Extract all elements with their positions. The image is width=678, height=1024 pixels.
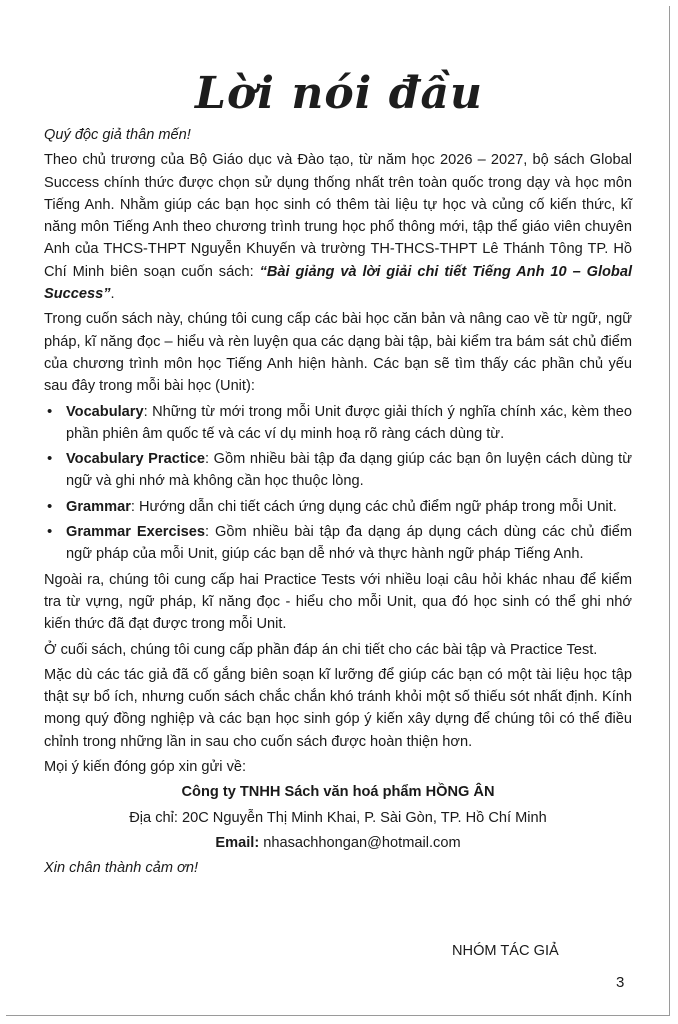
company-name: Công ty TNHH Sách văn hoá phẩm HỒNG ÂN	[181, 784, 495, 801]
signature: NHÓM TÁC GIẢ	[452, 943, 559, 959]
bullet-icon: •	[47, 523, 53, 541]
paragraph-intro-end: .	[110, 286, 115, 303]
list-item	[47, 401, 632, 446]
page-title: Lời nói đầu	[195, 68, 483, 119]
bullet-icon: •	[47, 450, 53, 468]
email-label: Email:	[215, 834, 260, 851]
bullet-icon: •	[47, 497, 53, 515]
unit-sections-list	[44, 401, 632, 566]
item-desc: : Những từ mới trong mỗi Unit được giải thích ý nghĩa chính xác, kèm theo phần phiên âm quốc tế và các ví dụ minh hoạ rõ ràng cách dùng từ.	[66, 403, 632, 442]
item-term: Vocabulary Practice	[66, 451, 205, 468]
paragraph-intro	[44, 149, 632, 305]
preface-body	[44, 124, 632, 883]
bullet-icon: •	[47, 402, 53, 420]
item-desc: : Gồm nhiều bài tập đa dạng giúp các bạn ôn luyện cách dùng từ ngữ và ghi nhớ mà không cần học thuộc lòng.	[66, 451, 632, 490]
book-title: “Bài giảng và lời giải chi tiết Tiếng Anh 10 – Global Success”	[44, 263, 633, 303]
company-email	[44, 832, 632, 854]
email-value: nhasachhongan@hotmail.com	[259, 834, 461, 851]
list-item	[47, 521, 632, 566]
item-term: Grammar	[66, 498, 131, 515]
item-term: Vocabulary	[66, 403, 144, 420]
company-address: Địa chỉ: 20C Nguyễn Thị Minh Khai, P. Sài Gòn, TP. Hồ Chí Minh	[129, 809, 547, 826]
thanks-line: Xin chân thành cảm ơn!	[44, 860, 199, 877]
list-item	[47, 496, 632, 518]
item-term: Grammar Exercises	[66, 524, 206, 541]
list-item	[47, 448, 632, 493]
paragraph-contents: Trong cuốn sách này, chúng tôi cung cấp các bài học căn bản và nâng cao về từ ngữ, ngữ pháp, kĩ năng đọc – hiểu và rèn luyện qua các dạng bài tập, bài kiểm tra bám sát chủ điểm của chương trình môn học Tiếng Anh hiện hành. Các bạn sẽ tìm thấy các phần chủ yếu sau đây trong mỗi bài học (Unit):	[44, 311, 632, 395]
paragraph-answers: Ở cuối sách, chúng tôi cung cấp phần đáp án chi tiết cho các bài tập và Practice Test.	[44, 641, 598, 658]
greeting: Quý độc giả thân mến!	[44, 127, 191, 143]
paragraph-feedback: Mặc dù các tác giả đã cố gắng biên soạn kĩ lưỡng để giúp các bạn có một tài liệu học tập thật sự bổ ích, nhưng cuốn sách chắc chắn khó tránh khỏi một số thiếu sót nhất định. Kính mong quý đồng nghiệp và các bạn học sinh góp ý kiến xây dựng để chúng tôi có thể điều chỉnh trong những lần in sau cho cuốn sách được hoàn thiện hơn.	[44, 666, 632, 750]
contact-intro: Mọi ý kiến đóng góp xin gửi về:	[44, 759, 247, 776]
paragraph-intro-text: Theo chủ trương của Bộ Giáo dục và Đào tạo, từ năm học 2026 – 2027, bộ sách Global Success chính thức được chọn sử dụng thống nhất trên toàn quốc trong dạy và học môn Tiếng Anh. Nhằm giúp các bạn học sinh có thêm tài liệu tự học và củng cố kiến thức, kĩ năng môn Tiếng Anh theo chương trình trung học phổ thông mới, tập thể giáo viên chuyên Anh của THCS-THPT Nguyễn Khuyến và trường TH-THCS-THPT Lê Thánh Tông TP. Hồ Chí Minh biên soạn cuốn sách:	[44, 152, 632, 280]
paragraph-practice-tests: Ngoài ra, chúng tôi cung cấp hai Practice Tests với nhiều loại câu hỏi khác nhau để kiểm tra từ vựng, ngữ pháp, kĩ năng đọc - hiểu cho mỗi Unit, qua đó học sinh có thể ghi nhớ kiến thức đã đạt được trong mỗi Unit.	[44, 571, 632, 633]
item-desc: : Gồm nhiều bài tập đa dạng áp dụng cách dùng các chủ điểm ngữ pháp của mỗi Unit, giúp các bạn dễ nhớ và thực hành ngữ pháp Tiếng Anh.	[66, 524, 632, 563]
item-desc: : Hướng dẫn chi tiết cách ứng dụng các chủ điểm ngữ pháp trong mỗi Unit.	[130, 498, 617, 515]
page-number: 3	[616, 974, 625, 991]
